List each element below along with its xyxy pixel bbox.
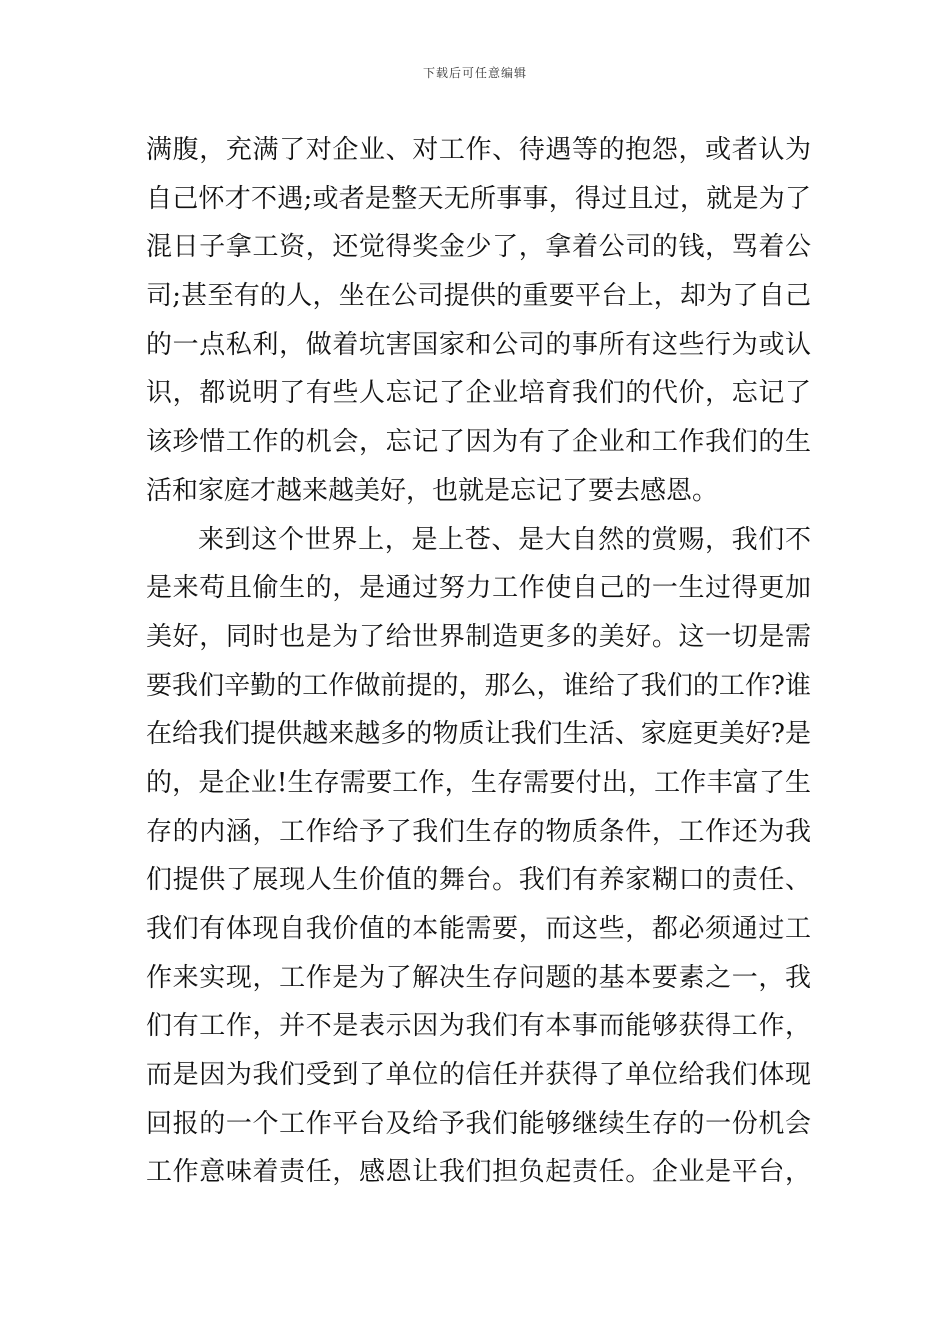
text-line: 工作意味着责任，感恩让我们担负起责任。企业是平台，: [146, 1157, 811, 1188]
text-line: 的，是企业!生存需要工作，生存需要付出，工作丰富了生: [146, 767, 811, 798]
document-body: [146, 126, 811, 1197]
text-line: 我们有体现自我价值的本能需要，而这些，都必须通过工: [146, 914, 811, 944]
text-line: 满腹，充满了对企业、对工作、待遇等的抱怨，或者认为: [146, 135, 811, 165]
page-header: 下载后可任意编辑: [422, 66, 527, 80]
text-line: 们提供了展现人生价值的舞台。我们有养家糊口的责任、: [146, 865, 811, 896]
text-line: 是来苟且偷生的，是通过努力工作使自己的一生过得更加: [146, 573, 811, 604]
text-line: 在给我们提供越来越多的物质让我们生活、家庭更美好?是: [146, 719, 811, 750]
text-line: 自己怀才不遇;或者是整天无所事事，得过且过，就是为了: [146, 183, 811, 214]
text-line: 而是因为我们受到了单位的信任并获得了单位给我们体现: [146, 1060, 811, 1091]
paragraph-1: [146, 126, 811, 516]
text-line: 该珍惜工作的机会，忘记了因为有了企业和工作我们的生: [146, 427, 811, 458]
text-line: 活和家庭才越来越美好，也就是忘记了要去感恩。: [146, 475, 719, 506]
paragraph-2: [146, 516, 811, 1198]
text-line: 作来实现，工作是为了解决生存问题的基本要素之一，我: [146, 962, 811, 993]
text-line: 来到这个世界上，是上苍、是大自然的赏赐，我们不: [198, 524, 811, 555]
text-line: 回报的一个工作平台及给予我们能够继续生存的一份机会: [146, 1108, 811, 1139]
text-line: 要我们辛勤的工作做前提的，那么，谁给了我们的工作?谁: [146, 670, 811, 701]
text-line: 们有工作，并不是表示因为我们有本事而能够获得工作，: [146, 1011, 811, 1042]
text-line: 识，都说明了有些人忘记了企业培育我们的代价，忘记了: [146, 378, 811, 409]
text-line: 存的内涵，工作给予了我们生存的物质条件，工作还为我: [146, 816, 811, 847]
text-line: 司;甚至有的人，坐在公司提供的重要平台上，却为了自己: [146, 281, 811, 312]
text-line: 的一点私利，做着坑害国家和公司的事所有这些行为或认: [146, 329, 811, 360]
text-line: 美好，同时也是为了给世界制造更多的美好。这一切是需: [146, 621, 811, 652]
text-line: 混日子拿工资，还觉得奖金少了，拿着公司的钱，骂着公: [146, 232, 811, 263]
